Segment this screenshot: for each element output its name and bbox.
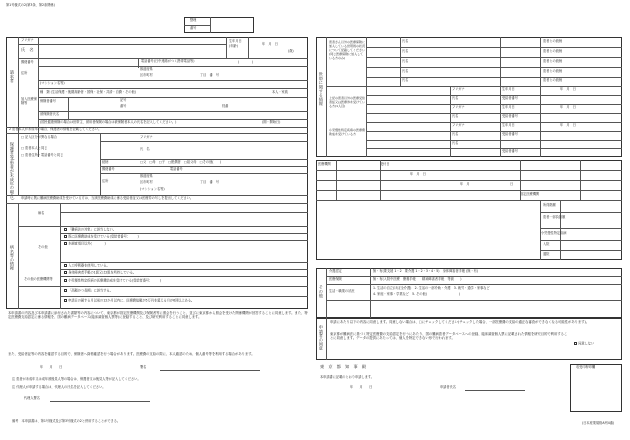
hh-ymd-2[interactable]: 年 月 日 <box>560 105 576 109</box>
guardian-mansion: (マンション名等) <box>140 187 165 191</box>
insured-note: (国民健康保険の場合は世帯主、被用者保険の場合は被保険者本人の氏名を記入してください。) <box>40 120 177 124</box>
disease-check-1[interactable]: 「難病法の対象」に該当しない。 <box>64 228 116 232</box>
office-use-frame <box>316 160 622 260</box>
age[interactable]: (歳) <box>288 49 294 53</box>
guardian-section-label: 保護者等(患者が未成年の場合) <box>9 142 15 200</box>
bottom-consent-para-2: また、受給者証等の内容を確認する目的で、保険者へ資格確認を行う場合があります。医療費の支給の際に、本人確認のため、個人番号等を利用する場合があります。 <box>8 352 255 356</box>
birth-era: (年齢) <box>229 44 238 48</box>
hh-name-2: 氏名 <box>402 49 409 53</box>
hh-name-7: 氏名 <box>452 114 459 118</box>
hh-relno-2: 受給者番号 <box>502 114 518 118</box>
other-label-2: 医療保険 <box>329 277 342 281</box>
disease-section-label: 病名等の情報 <box>9 245 15 271</box>
hh-birth-3: 生年月日 <box>502 123 515 127</box>
other-val-2[interactable]: 無・有(入院中医療 療養手帳 精神障害者手帳 等級 ) <box>373 277 462 281</box>
address-label: 住所 <box>21 71 28 75</box>
guardian-name: 氏 名 <box>140 147 150 151</box>
hh-ymd-3[interactable]: 年 月 日 <box>560 123 576 127</box>
guardian-town: 丁目 番 号 <box>200 180 220 184</box>
hh-rel-5: 患者との続柄 <box>543 78 563 82</box>
branch-label: 枝番 <box>222 104 229 108</box>
disease-name-label: 病名 <box>38 211 45 215</box>
disease-check-2[interactable]: 既に医療費助成を受けている(受給者番号: ) <box>64 235 139 239</box>
hh-rel-2: 患者との続柄 <box>543 49 563 53</box>
declaration-cb-disagree[interactable]: 同意しない <box>574 342 594 346</box>
guardian-title: 2 患者本人が未成年の場合、保護者の情報を記載してください。 <box>9 127 102 131</box>
pref-label: 都道府県 <box>140 67 153 71</box>
hh-name-3: 氏名 <box>402 59 409 63</box>
office-row-5: 指定医療機関 <box>520 192 540 196</box>
hh-furigana-3: フリガナ <box>452 123 465 127</box>
household-desc-2: 上記の患者以外の医療受給者証又は医療券を受けている方(1人目) <box>329 96 365 109</box>
other-label: その他 <box>38 245 48 249</box>
hh-birth-1: 生年月日 <box>502 87 515 91</box>
disease-check-4[interactable]: 入工呼吸器を使用している。 <box>64 264 110 268</box>
hh-rel-1: 患者との続柄 <box>543 39 563 43</box>
insured-name-label: 被保険者氏名 <box>40 112 60 116</box>
hh-rel-4: 患者との続柄 <box>543 69 563 73</box>
apply-date[interactable]: 年 月 日 <box>350 385 373 389</box>
hh-name-1: 氏名 <box>402 39 409 43</box>
bottom-left-sign[interactable]: 署名 <box>140 365 147 369</box>
insurance-types[interactable]: 種 類 (生活保護・後期高齢者・国保・社保・共済・自費・その他) <box>40 90 136 94</box>
hh-name-4: 氏名 <box>402 69 409 73</box>
guardian-relation-label: 続柄 <box>102 160 109 164</box>
furigana-label: フリガナ <box>21 38 34 42</box>
guardian-opt-same[interactable]: □ 記入区分が異なる場合 <box>21 135 57 139</box>
disease-check-7[interactable]: 「高額かつ長期」に該当する。 <box>64 289 113 293</box>
hh-relno-3: 受給者番号 <box>502 132 518 136</box>
hh-furigana-2: フリガナ <box>452 105 465 109</box>
guardian-phone: 電話番号 <box>170 167 183 171</box>
number-label: 番号 <box>120 104 127 108</box>
hh-furigana-1: フリガナ <box>452 87 465 91</box>
declaration-label: 申請者の同意 <box>318 325 324 351</box>
other-val-1[interactable]: 無・有(要支援 1・2 要介護 1・2・3・4・5) 身体障害者手帳 (無・有) <box>373 269 479 273</box>
declaration-text: 申請にあたり以下の内容に同意します。同意しない場合は、□にチェックしてください(チェックした場合、一部医療費の支給の適正な審査ができなくなる可能性があります)。 <box>330 320 590 324</box>
birth-label: 生年月日 <box>229 39 242 43</box>
hh-rel-3: 患者との続柄 <box>543 59 563 63</box>
applicant-section-label: 請求者 <box>9 70 15 83</box>
other-medical-label: その他の医療機関等 <box>24 277 53 281</box>
other-val-4[interactable]: 4. 家庭・家事・学業など 5. その他( ) <box>373 292 461 296</box>
office-f3: 入院 <box>543 242 550 246</box>
bottom-left-note-1: 注 患者が未成年又は成年被後見人等の場合は、保護者又は後見人等が記入してください。 <box>12 377 141 381</box>
disease-check-3[interactable]: 本調査項目以外( ) <box>64 242 106 246</box>
guardian-furigana: フリガナ <box>140 135 153 139</box>
period-label: (期・開始日) <box>262 120 281 124</box>
disease-check-6[interactable]: 小児慢性特定疾病の医療費助成を受けている(受給者番号: ) <box>64 279 161 283</box>
bottom-left-agent-sign[interactable]: 代理人署名 <box>24 396 40 400</box>
other-val-3[interactable]: 1. 生活の自立(ほぼ全介護) 2. 生活の一部介助・介護 3. 就労・通学・家事など <box>373 286 490 290</box>
office-row-3[interactable]: 年 月 <box>460 182 470 186</box>
office-f2: 患者一部負担額 <box>543 215 566 219</box>
guardian-opt-2[interactable]: □ 患者住所・電話番号と同じ <box>21 153 64 157</box>
household-desc-3: 小児慢性特定疾病の医療費助成を受けている方 <box>329 128 365 137</box>
guardian-relation-options[interactable]: □父 □母 □子 □配偶者 □祖父母 □その他( ) <box>140 160 222 164</box>
footer-note: 備考 本申請書は、第1号様式及び第3号様式の2と併用することができる。 <box>12 419 121 423</box>
to-governor: 東 京 都 知 事 殿 <box>320 364 367 369</box>
reference-label-2: 番号 <box>190 26 197 30</box>
other-label-1: 介護認定 <box>329 269 342 273</box>
insurer-no-label: 保険者番号 <box>40 99 56 103</box>
bottom-consent-para-1: 本申請書の内容及び本申請書に添付された書類等の内容について、東京都が指定医療機関及び保険者等に照会を行うこと、並びに東京都から照会を受けた関係機関が回答することに同意します。また、特定医療費支給認定に係る情報を、国の難病データベース(臨床調査個人票等)に登録すること、及び研究利用することに同意します。 <box>8 311 308 320</box>
phone-paren[interactable]: ( ) <box>238 60 254 64</box>
form-number: 第1号様式の2(第3条、第2条関係) <box>6 3 55 7</box>
hh-ymd-1[interactable]: 年 月 日 <box>560 87 576 91</box>
city-label: 区市町村 <box>140 73 153 77</box>
office-f4: 通院 <box>543 252 550 256</box>
disease-check-5[interactable]: 身体障害者手帳の1級又は2級を所持している。 <box>64 271 136 275</box>
office-row-2b[interactable]: 年 月 日 <box>410 172 426 176</box>
apply-statement: 本申請書に記載のとおり申請します。 <box>320 375 374 379</box>
birth-ymd[interactable]: 年 月 日 <box>262 42 278 46</box>
office-row-4[interactable]: 日 <box>510 182 514 186</box>
symbol-label: 記号 <box>120 98 127 102</box>
apply-sign[interactable]: 申請者氏名 <box>440 385 456 389</box>
hh-name-8: 氏名 <box>452 132 459 136</box>
guardian-opt-1[interactable]: □ 患者本人と同じ <box>21 146 48 150</box>
insurance-label: 加入医療保険等 <box>21 97 37 105</box>
bottom-left-date[interactable]: 年 月 日 <box>40 365 63 369</box>
insurance-self-family[interactable]: 本人・家族 <box>272 90 288 94</box>
office-row-2: 受付日 <box>380 162 390 166</box>
mansion-label: (マンション名等) <box>40 81 65 85</box>
disease-check-8[interactable]: 申請日の属する月以前の12か月以内に、医療費総額が5万円を超える月が6回以上ある。 <box>64 299 194 303</box>
hh-relno-4: 受給者番号 <box>502 149 518 153</box>
applicant-name-label: 氏 名 <box>21 47 34 52</box>
hh-name-6: 氏名 <box>452 96 459 100</box>
hh-birth-2: 生年月日 <box>502 105 515 109</box>
other-label-3: 生活・職業の状況 <box>329 289 355 293</box>
stamp-label: 収受印押印欄 <box>576 365 596 369</box>
hh-name-9: 氏名 <box>452 141 459 145</box>
guardian-zip: 郵便番号 <box>102 167 115 171</box>
reference-label-1: 整理 <box>190 18 197 22</box>
consent-line: 申請時に既に難病医療費助成を受けている方は、当該医療費助成に係る受給者証又は医療券の写しを提出してください。 <box>21 196 194 200</box>
phone-note: 電話番号(日中連絡がつく携帯電話等) <box>141 59 195 63</box>
guardian-addr: 住所 <box>102 179 109 183</box>
other-section-label: その他 <box>318 285 324 298</box>
hh-name-5: 氏名 <box>402 78 409 82</box>
guardian-pref: 都道府県 <box>140 174 153 178</box>
office-row-1: 医療機関 <box>318 162 331 166</box>
office-f5: 小児慢性特定疾病 <box>541 231 567 235</box>
zip-label: 郵便番号 <box>21 60 34 64</box>
declaration-long: 東京都が難病法に基づく特定医療費の支給認定を行うにあたり、国の難病患者データベースへの登録、臨床調査個人票に記載された情報を研究目的で利用することに同意します。データの提供にあたっては、個人を特定できない形で行われます。 <box>330 332 568 341</box>
stamp-box <box>570 364 622 412</box>
hh-relno-1: 受給者番号 <box>502 96 518 100</box>
office-f1: 所得階層 <box>543 203 556 207</box>
town-label: 丁目 番 号 <box>200 73 220 77</box>
household-section-label: 世帯に関する情報 <box>318 72 324 106</box>
footer-size: (日本産業規格A列4番) <box>582 421 615 425</box>
bottom-left-note-2: 注 代理人が申請する場合は、代理人の氏名を記入してください。 <box>12 385 106 389</box>
guardian-city: 区市町村 <box>140 180 153 184</box>
household-desc-1: 患者さん以外の医療保険に加入している世帯員の状況について記載してください(同じ医療保険に加入している方のみ) <box>329 40 365 61</box>
